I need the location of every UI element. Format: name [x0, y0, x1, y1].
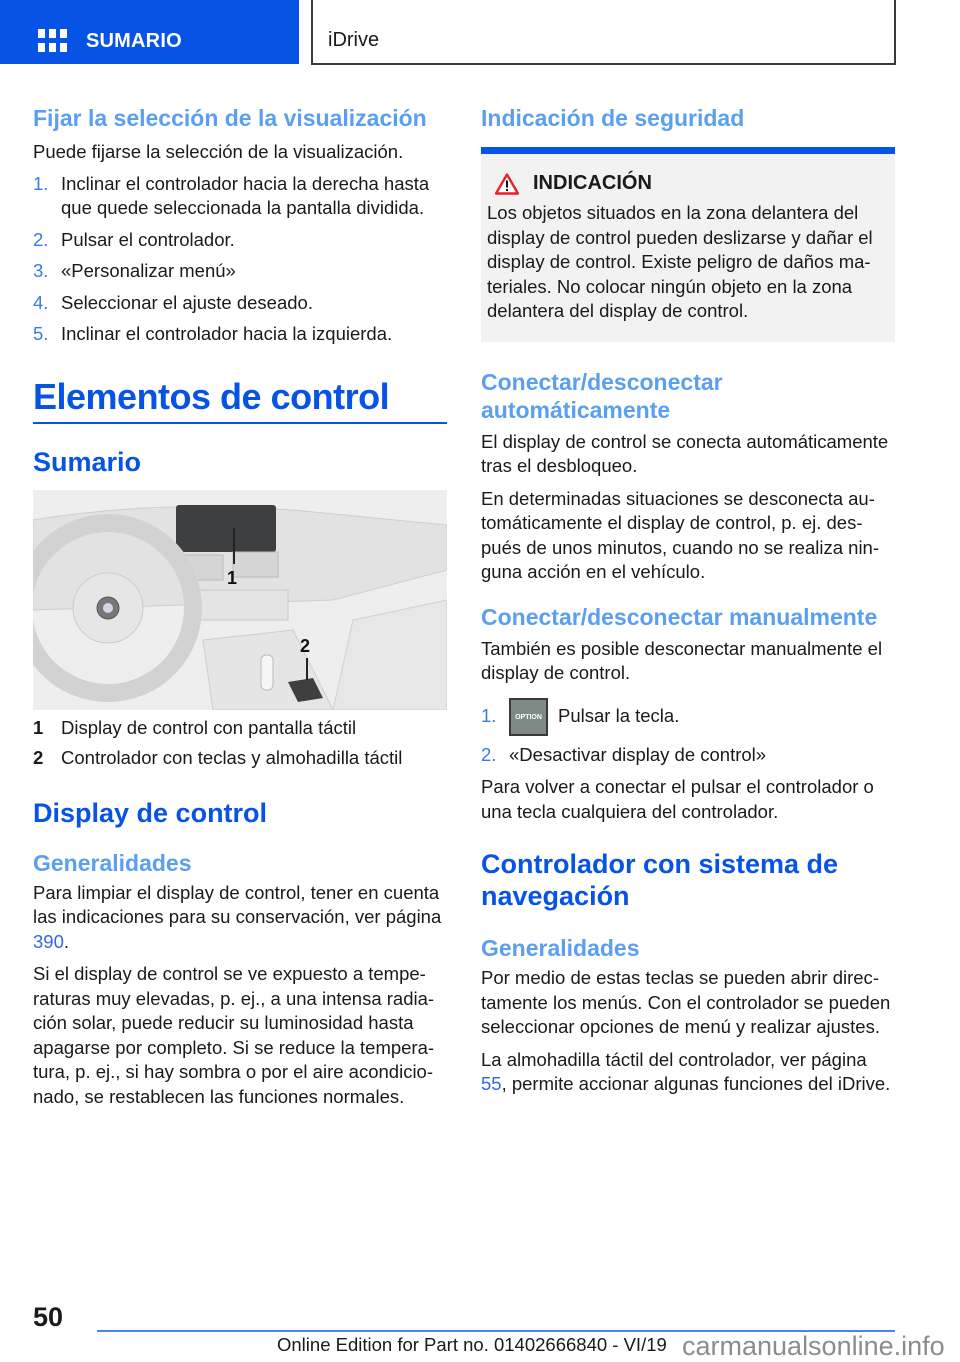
page-header — [0, 0, 960, 66]
step-item: 1. Inclinar el controlador hacia la derecha hasta que quede seleccionada la pantalla dividida. — [33, 172, 430, 218]
manual-paragraph-1: También es posible desconectar manualmente el display de control. — [481, 637, 883, 683]
step-item: 1. OPTION Pulsar la tecla. — [481, 698, 895, 736]
step-item: 4. Seleccionar el ajuste deseado. — [33, 291, 313, 313]
fijar-intro: Puede fijarse la selección de la visualización. — [33, 141, 404, 162]
step-item: 2. «Desactivar display de control» — [481, 743, 767, 765]
nav-paragraph-1: Por medio de estas teclas se pueden abrir directamente los menús. Con el controlador se pueden seleccionar opciones de menú y realizar ajustes. — [481, 967, 891, 1037]
safety-notice-title: INDICACIÓN — [487, 172, 887, 195]
grid-menu-icon — [38, 29, 67, 53]
manual-paragraph-2: Para volver a conectar el pulsar el controlador o una tecla cualquiera del controlador. — [481, 776, 874, 822]
section-title-nav: Controlador con sistema de navegación — [481, 849, 839, 911]
auto-paragraph-1: El display de control se conecta automáticamente tras el desbloqueo. — [481, 430, 889, 476]
section-title-display: Display de control — [33, 797, 268, 828]
left-column — [33, 100, 447, 1109]
safety-notice-text: Los objetos situados en la zona delantera del display de control pueden deslizarse y dañar el display de control. Existe peligro de daños materiales. No colocar ningún objeto en la zona delantera del display de control. — [487, 202, 873, 321]
auto-paragraph-2: En determinadas situaciones se desconecta automáticamente el display de control, p. ej. después de unos minutos, cuando no se realiza ninguna acción en el vehículo. — [481, 487, 880, 582]
legend-item: 2 Controlador con teclas y almohadilla táctil — [33, 747, 403, 768]
watermark: carmanualsonline.info — [682, 1331, 945, 1361]
edition-info: Online Edition for Part no. 01402666840 - VI/19 — [277, 1334, 667, 1355]
subsection-title-generalidades-nav: Generalidades — [481, 935, 640, 961]
section-title-seguridad: Indicación de seguridad — [481, 105, 745, 131]
legend-item: 1 Display de control con pantalla táctil — [33, 716, 357, 738]
step-item: 3. «Personalizar menú» — [33, 260, 236, 281]
sumario-label: SUMARIO — [86, 30, 182, 52]
nav-paragraph-2: La almohadilla táctil del controlador, ver página 55, permite accionar algunas funciones del iDrive. — [481, 1048, 891, 1094]
page-number: 50 — [33, 1302, 64, 1332]
fijar-steps — [33, 172, 447, 347]
safety-notice-box — [481, 154, 895, 342]
chapter-title-box — [311, 0, 896, 65]
option-key-icon: OPTION — [509, 698, 548, 736]
section-title-manual: Conectar/desconectar manualmente — [481, 603, 878, 630]
subsection-title-generalidades: Generalidades — [33, 849, 192, 876]
cockpit-image-icon — [33, 490, 447, 710]
section-title-sumario: Sumario — [33, 446, 142, 477]
page-link-390[interactable]: 390 — [33, 930, 64, 952]
heading-divider — [33, 422, 447, 424]
figure-legend — [33, 716, 447, 771]
right-column — [481, 100, 895, 1097]
sumario-nav-button[interactable] — [0, 0, 299, 64]
safety-divider — [481, 147, 895, 154]
warning-triangle-icon — [495, 173, 519, 195]
display-paragraph-2: Si el display de control se ve expuesto a temperaturas muy elevadas, p. ej., a una intensa radiación solar, puede reducir su luminosidad hasta apagarse por completo. Si se reduce la temperatura, p. ej., si hay sombra o por el aire acondicionado, se restablecen las funciones normales. — [33, 963, 435, 1107]
manual-steps — [481, 698, 895, 768]
page-link-55[interactable]: 55 — [481, 1073, 502, 1094]
step-item: 5. Inclinar el controlador hacia la izquierda. — [33, 323, 393, 344]
svg-text:2: 2 — [300, 635, 311, 656]
display-paragraph-1: Para limpiar el display de control, tener en cuenta las indicaciones para su conservación, ver página 390. — [33, 881, 442, 952]
section-title-fijar: Fijar la selección de la visualización — [33, 105, 427, 131]
cockpit-illustration — [33, 490, 447, 710]
chapter-heading: Elementos de control — [33, 375, 390, 417]
svg-text:1: 1 — [227, 567, 238, 588]
chapter-title: iDrive — [328, 29, 380, 51]
step-item: 2. Pulsar el controlador. — [33, 228, 235, 250]
section-title-auto: Conectar/desconectar automáticamente — [481, 368, 723, 423]
